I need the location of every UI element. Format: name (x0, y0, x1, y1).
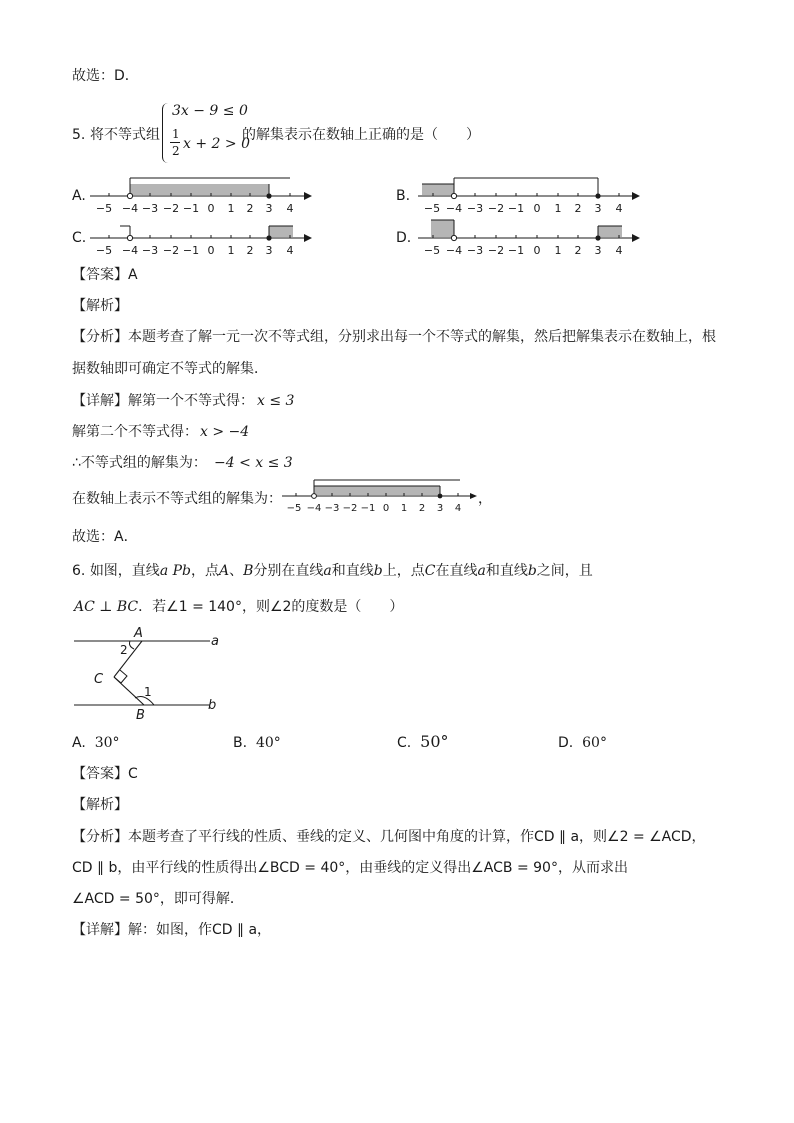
tick-label: 3 (265, 244, 273, 257)
q6-text: 上，点 (382, 563, 425, 579)
q5-detail-3-math: −4 < x ≤ 3 (214, 455, 293, 471)
q6-option-d (558, 734, 607, 752)
q5-detail-4-text: 在数轴上表示不等式组的解集为： (72, 491, 282, 507)
fraction-numerator: 1 (172, 127, 180, 141)
option-a-label: A. (72, 188, 86, 204)
tick-label: 2 (418, 503, 426, 514)
option-label: D. (558, 735, 574, 751)
label-c-point: C (94, 672, 104, 687)
q6-answer: 【答案】C (72, 766, 138, 782)
option-value: 60° (582, 735, 607, 751)
tick-label: 4 (286, 202, 294, 215)
q6-text: ，点 (191, 563, 219, 579)
label-line-b: b (208, 698, 217, 713)
option-label: A. (72, 735, 86, 751)
q6-text: 和直线 (485, 563, 528, 579)
q6-option-c (397, 733, 449, 752)
tick-label: −4 (445, 244, 463, 257)
tick-label: 2 (574, 202, 582, 215)
option-label: B. (233, 735, 248, 751)
tick-label: −3 (324, 503, 340, 514)
q6-jiexi-heading: 【解析】 (72, 797, 128, 813)
tick-label: −4 (121, 244, 139, 257)
option-b-label: B. (396, 188, 411, 204)
tick-label: 0 (533, 202, 541, 215)
tick-label: 3 (594, 202, 602, 215)
tick-label: −1 (507, 202, 525, 215)
tick-label: −3 (466, 244, 484, 257)
q6-number: 6. (72, 563, 86, 579)
q5-detail-2-math: x > −4 (200, 424, 250, 440)
q6-text: 、 (229, 563, 244, 579)
label-angle-1: 1 (144, 685, 152, 699)
tick-label: −3 (466, 202, 484, 215)
option-d-label: D. (396, 230, 412, 246)
q6-text: 分别在直线 (253, 563, 324, 579)
q6-math: a (323, 563, 332, 579)
q5-tail-text: 的解集表示在数轴上正确的是（ ） (242, 127, 480, 143)
tick-label: 4 (615, 244, 623, 257)
tick-label: −1 (182, 244, 200, 257)
q6-analysis-line-3: ∠ACD = 50°，即可得解． (72, 891, 244, 907)
q6-text: 如图，直线 (89, 563, 160, 579)
label-b-point: B (136, 708, 145, 723)
tick-label: 2 (246, 202, 254, 215)
tick-label: −5 (95, 202, 113, 215)
number-line-c (90, 212, 315, 262)
tick-label: 1 (227, 202, 235, 215)
q6-detail-1: 【详解】解：如图，作CD ∥ a， (72, 922, 272, 938)
option-c-label: C. (72, 230, 87, 246)
tick-label: −1 (507, 244, 525, 257)
tick-label: −5 (423, 244, 441, 257)
tick-label: 1 (554, 202, 562, 215)
tick-label: 0 (207, 202, 215, 215)
tick-label: 1 (227, 244, 235, 257)
q5-detail-3-text: ∴不等式组的解集为： (72, 455, 207, 471)
tick-label: −2 (487, 202, 505, 215)
q6-figure (70, 622, 230, 726)
tick-label: −5 (95, 244, 113, 257)
tick-label: 4 (454, 503, 462, 514)
q6-text: ．若∠1 = 140°，则∠2的度数是（ ） (138, 599, 404, 615)
q6-text: 和直线 (331, 563, 374, 579)
fraction-bar (170, 142, 180, 143)
tick-label: 3 (594, 244, 602, 257)
number-line-d (418, 212, 643, 262)
tick-label: 2 (574, 244, 582, 257)
q5-lead-text: 将不等式组 (90, 127, 160, 143)
label-angle-2: 2 (120, 643, 128, 657)
tick-label: 4 (615, 202, 623, 215)
q6-analysis-line-2: CD ∥ b，由平行线的性质得出∠BCD = 40°，由垂线的定义得出∠ACB = 90°，从而求出 (72, 860, 628, 876)
q5-detail-2-text: 解第二个不等式得： (72, 424, 198, 440)
tick-label: −2 (162, 202, 180, 215)
option-value: 50° (420, 732, 449, 751)
tick-label: −2 (487, 244, 505, 257)
tick-label: 0 (207, 244, 215, 257)
q6-text: 之间，且 (536, 563, 593, 579)
q6-math: AC ⊥ BC (74, 599, 139, 615)
option-value: 30° (94, 735, 120, 751)
q5-detail-4-tail: ， (478, 491, 492, 507)
q6-line-2 (74, 598, 403, 616)
tick-label: −2 (342, 503, 358, 514)
tick-label: 1 (554, 244, 562, 257)
q5-answer: 【答案】A (72, 267, 138, 283)
q6-math: b (373, 563, 383, 579)
tick-label: −2 (162, 244, 180, 257)
tick-label: 2 (246, 244, 254, 257)
tick-label: 0 (382, 503, 390, 514)
inequality-2-rest: x + 2 > 0 (183, 136, 250, 152)
tick-label: −3 (141, 244, 159, 257)
tick-label: 3 (436, 503, 444, 514)
tick-label: −4 (306, 503, 322, 514)
tick-label: 1 (400, 503, 408, 514)
q6-line-1 (72, 562, 593, 580)
q6-option-a (72, 734, 120, 752)
tick-label: −4 (445, 202, 463, 215)
option-label: C. (397, 735, 412, 751)
inequality-1: 3x − 9 ≤ 0 (172, 103, 248, 119)
q6-math: b (527, 563, 537, 579)
number-line-solution (282, 476, 482, 520)
q6-math: C (424, 563, 436, 579)
q6-math: a Pb (159, 563, 191, 579)
label-a-point: A (134, 626, 143, 641)
tick-label: −1 (360, 503, 376, 514)
q5-detail-1-text: 【详解】解第一个不等式得： (72, 393, 254, 409)
tick-label: −1 (182, 202, 200, 215)
tick-label: −5 (286, 503, 302, 514)
tick-label: −4 (121, 202, 139, 215)
option-value: 40° (255, 735, 281, 751)
q6-math: A (219, 563, 230, 579)
q5-number: 5. (72, 127, 86, 143)
previous-answer-line: 故选：D． (72, 68, 139, 84)
tick-label: −5 (423, 202, 441, 215)
q6-math: a (477, 563, 486, 579)
system-brace (162, 103, 171, 163)
q5-detail-1-math: x ≤ 3 (257, 393, 295, 409)
q5-analysis-line-1: 【分析】本题考查了解一元一次不等式组，分别求出每一个不等式的解集，然后把解集表示在数轴上，根 (72, 329, 716, 345)
tick-label: 4 (286, 244, 294, 257)
fraction-denominator: 2 (172, 144, 180, 158)
tick-label: 0 (533, 244, 541, 257)
q6-text: 在直线 (435, 563, 478, 579)
q5-choose: 故选：A． (72, 529, 138, 545)
tick-label: 3 (265, 202, 273, 215)
q5-jiexi-heading: 【解析】 (72, 298, 128, 314)
q6-analysis-line-1: 【分析】本题考查了平行线的性质、垂线的定义、几何图中角度的计算，作CD ∥ a，则∠2 = ∠ACD， (72, 829, 706, 845)
label-line-a: a (211, 634, 219, 649)
tick-label: −3 (141, 202, 159, 215)
q5-analysis-line-2: 据数轴即可确定不等式的解集． (72, 361, 268, 377)
q6-math: B (243, 563, 254, 579)
q6-option-b (233, 734, 281, 752)
